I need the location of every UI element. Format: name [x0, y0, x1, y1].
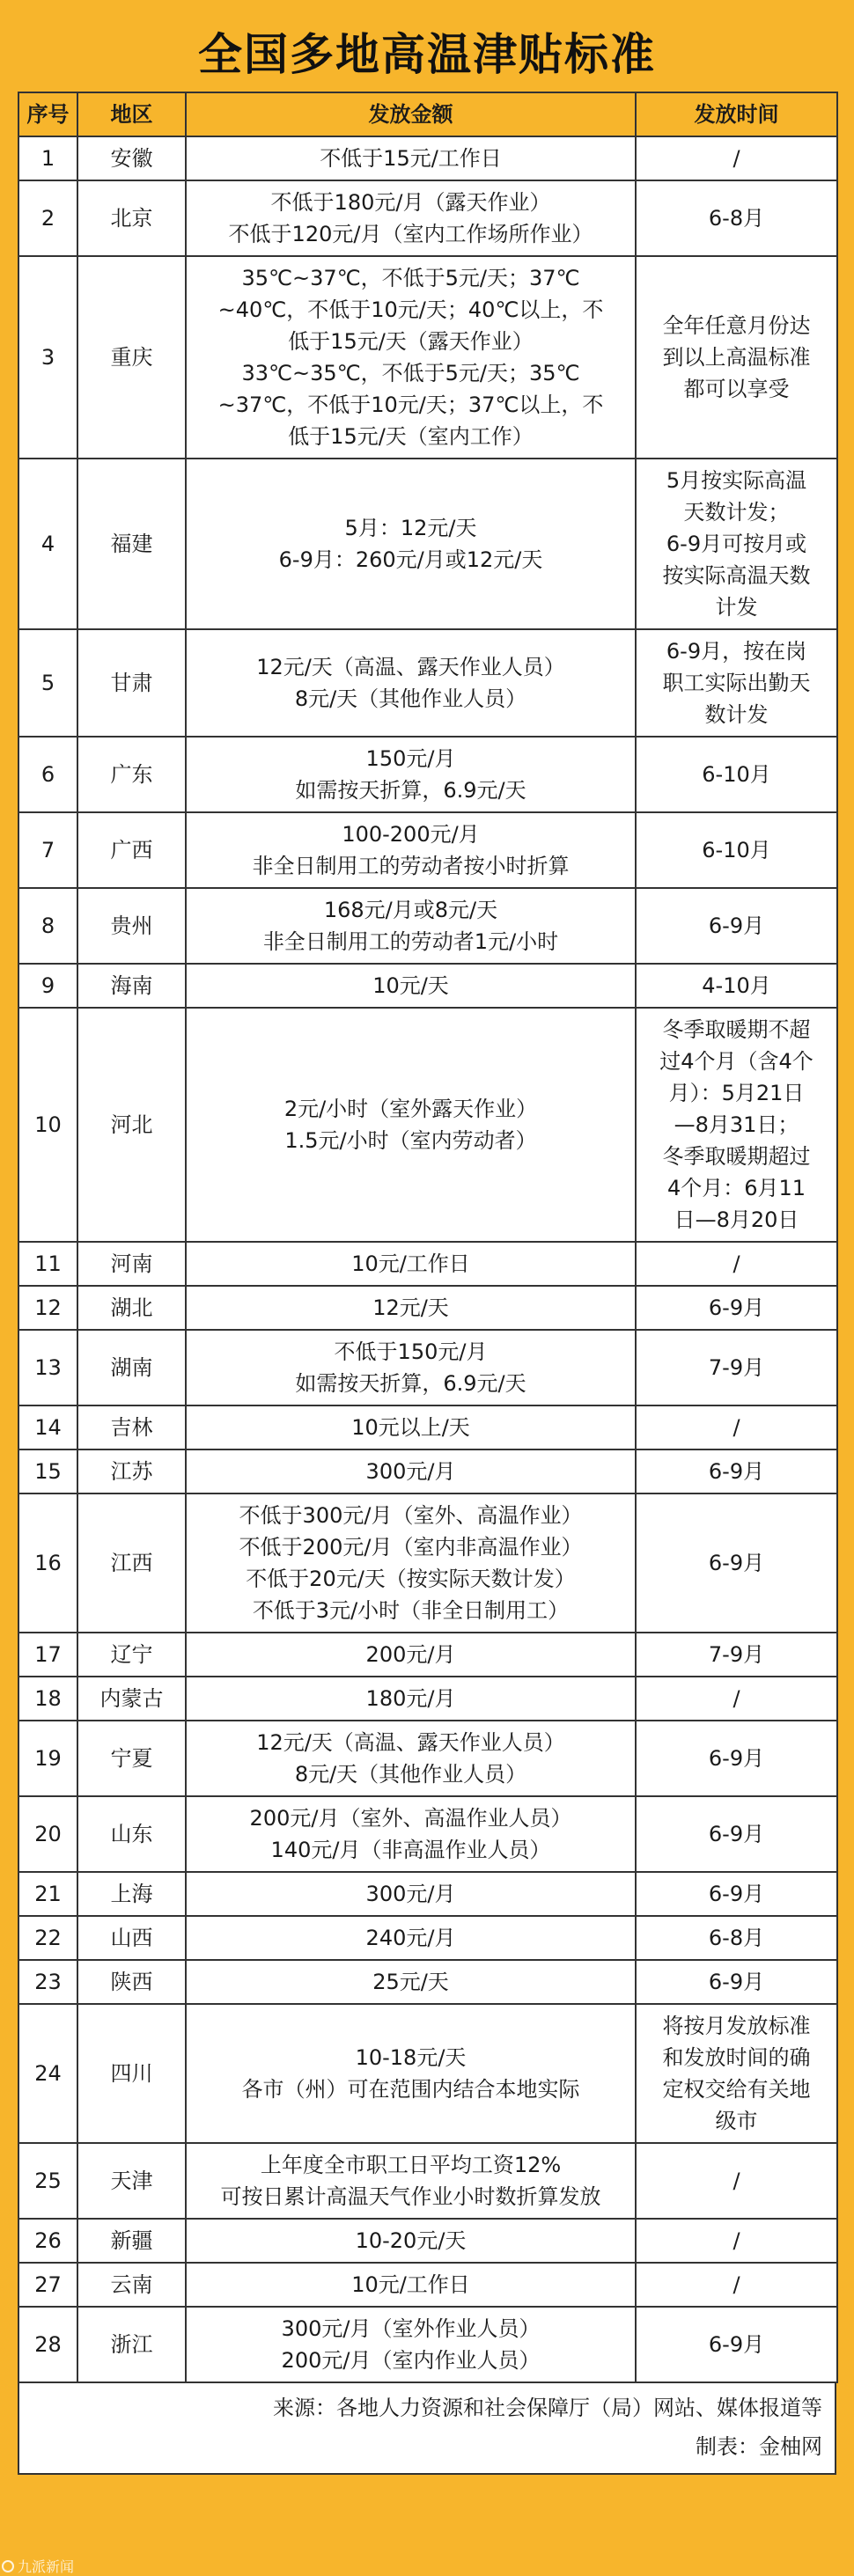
table-row: [18, 1242, 837, 1286]
cell-period: /: [636, 2219, 837, 2263]
cell-index: 2: [18, 180, 77, 256]
cell-region: 湖北: [77, 1286, 186, 1330]
cell-index: 16: [18, 1493, 77, 1633]
table-row: [18, 2307, 837, 2382]
cell-region: 山西: [77, 1916, 186, 1960]
cell-region: 北京: [77, 180, 186, 256]
cell-amount: 10元以上/天: [186, 1405, 636, 1449]
cell-period: 6-8月: [636, 180, 837, 256]
cell-period: 6-9月: [636, 1872, 837, 1916]
cell-region: 辽宁: [77, 1633, 186, 1677]
table-row: [18, 1008, 837, 1242]
cell-region: 山东: [77, 1796, 186, 1872]
cell-amount: 35℃~37℃，不低于5元/天；37℃ ~40℃，不低于10元/天；40℃以上，不 低于15元/天（露天作业） 33℃~35℃，不低于5元/天；35℃ ~37℃，不低于10元/天；37℃以上，不 低于15元/天（室内工作）: [186, 256, 636, 459]
cell-index: 6: [18, 737, 77, 812]
cell-amount: 不低于150元/月 如需按天折算，6.9元/天: [186, 1330, 636, 1405]
cell-amount: 200元/月: [186, 1633, 636, 1677]
cell-period: 6-10月: [636, 737, 837, 812]
cell-index: 26: [18, 2219, 77, 2263]
cell-amount: 不低于15元/工作日: [186, 136, 636, 180]
cell-period: 6-9月: [636, 1449, 837, 1493]
table-row: [18, 256, 837, 459]
cell-region: 天津: [77, 2143, 186, 2219]
cell-amount: 不低于180元/月（露天作业） 不低于120元/月（室内工作场所作业）: [186, 180, 636, 256]
cell-amount: 12元/天（高温、露天作业人员） 8元/天（其他作业人员）: [186, 1721, 636, 1796]
cell-period: 6-9月: [636, 1493, 837, 1633]
maker-note: 制表：金柚网: [696, 2434, 822, 2459]
table-header-row: [18, 92, 837, 136]
cell-period: 6-10月: [636, 812, 837, 888]
table-row: [18, 180, 837, 256]
watermark-text: 九派新闻: [18, 2558, 75, 2575]
cell-region: 安徽: [77, 136, 186, 180]
cell-amount: 200元/月（室外、高温作业人员） 140元/月（非高温作业人员）: [186, 1796, 636, 1872]
header-index: 序号: [18, 92, 77, 136]
table-row: [18, 459, 837, 629]
cell-period: /: [636, 2143, 837, 2219]
cell-amount: 300元/月: [186, 1449, 636, 1493]
cell-index: 24: [18, 2004, 77, 2143]
cell-region: 浙江: [77, 2307, 186, 2382]
table-row: [18, 2143, 837, 2219]
cell-amount: 300元/月（室外作业人员） 200元/月（室内作业人员）: [186, 2307, 636, 2382]
cell-period: 6-9月: [636, 1960, 837, 2004]
table-row: [18, 1286, 837, 1330]
cell-index: 10: [18, 1008, 77, 1242]
cell-period: /: [636, 1677, 837, 1721]
cell-period: 6-9月: [636, 1286, 837, 1330]
cell-period: /: [636, 1242, 837, 1286]
header-period: 发放时间: [636, 92, 837, 136]
cell-amount: 上年度全市职工日平均工资12% 可按日累计高温天气作业小时数折算发放: [186, 2143, 636, 2219]
table-row: [18, 2263, 837, 2307]
table-row: [18, 964, 837, 1008]
table-footer: [18, 2383, 836, 2475]
header-amount: 发放金额: [186, 92, 636, 136]
table-row: [18, 737, 837, 812]
cell-region: 四川: [77, 2004, 186, 2143]
cell-amount: 168元/月或8元/天 非全日制用工的劳动者1元/小时: [186, 888, 636, 964]
table-row: [18, 1796, 837, 1872]
cell-region: 吉林: [77, 1405, 186, 1449]
cell-index: 23: [18, 1960, 77, 2004]
cell-index: 27: [18, 2263, 77, 2307]
cell-index: 13: [18, 1330, 77, 1405]
cell-amount: 10元/工作日: [186, 1242, 636, 1286]
table-row: [18, 1493, 837, 1633]
watermark-logo-icon: [2, 2560, 14, 2572]
cell-amount: 10元/工作日: [186, 2263, 636, 2307]
table-row: [18, 1916, 837, 1960]
cell-index: 4: [18, 459, 77, 629]
cell-index: 5: [18, 629, 77, 737]
table-row: [18, 2219, 837, 2263]
cell-period: /: [636, 1405, 837, 1449]
cell-period: /: [636, 2263, 837, 2307]
table-row: [18, 1960, 837, 2004]
cell-index: 11: [18, 1242, 77, 1286]
watermark: [2, 2556, 74, 2576]
cell-amount: 12元/天: [186, 1286, 636, 1330]
cell-amount: 2元/小时（室外露天作业） 1.5元/小时（室内劳动者）: [186, 1008, 636, 1242]
cell-region: 湖南: [77, 1330, 186, 1405]
cell-region: 内蒙古: [77, 1677, 186, 1721]
cell-index: 9: [18, 964, 77, 1008]
cell-region: 广西: [77, 812, 186, 888]
cell-region: 江苏: [77, 1449, 186, 1493]
cell-index: 28: [18, 2307, 77, 2382]
cell-region: 贵州: [77, 888, 186, 964]
cell-amount: 10-18元/天 各市（州）可在范围内结合本地实际: [186, 2004, 636, 2143]
cell-period: 7-9月: [636, 1330, 837, 1405]
cell-period: 冬季取暖期不超 过4个月（含4个 月）：5月21日 —8月31日； 冬季取暖期超过 4个月：6月11 日—8月20日: [636, 1008, 837, 1242]
cell-region: 甘肃: [77, 629, 186, 737]
cell-index: 19: [18, 1721, 77, 1796]
cell-index: 22: [18, 1916, 77, 1960]
cell-amount: 12元/天（高温、露天作业人员） 8元/天（其他作业人员）: [186, 629, 636, 737]
cell-index: 15: [18, 1449, 77, 1493]
cell-period: 7-9月: [636, 1633, 837, 1677]
cell-period: 6-9月: [636, 1721, 837, 1796]
cell-amount: 150元/月 如需按天折算，6.9元/天: [186, 737, 636, 812]
table-row: [18, 812, 837, 888]
table-row: [18, 1872, 837, 1916]
cell-region: 新疆: [77, 2219, 186, 2263]
cell-index: 25: [18, 2143, 77, 2219]
cell-region: 宁夏: [77, 1721, 186, 1796]
header-region: 地区: [77, 92, 186, 136]
table-row: [18, 629, 837, 737]
allowance-table: [18, 92, 838, 2383]
cell-amount: 10-20元/天: [186, 2219, 636, 2263]
cell-period: 将按月发放标准 和发放时间的确 定权交给有关地 级市: [636, 2004, 837, 2143]
cell-region: 河南: [77, 1242, 186, 1286]
cell-region: 福建: [77, 459, 186, 629]
cell-period: 6-9月: [636, 888, 837, 964]
cell-region: 江西: [77, 1493, 186, 1633]
cell-period: 全年任意月份达 到以上高温标准 都可以享受: [636, 256, 837, 459]
cell-region: 重庆: [77, 256, 186, 459]
table-row: [18, 888, 837, 964]
cell-index: 7: [18, 812, 77, 888]
cell-amount: 180元/月: [186, 1677, 636, 1721]
table-row: [18, 1633, 837, 1677]
cell-amount: 25元/天: [186, 1960, 636, 2004]
cell-amount: 不低于300元/月（室外、高温作业） 不低于200元/月（室内非高温作业） 不低于20元/天（按实际天数计发） 不低于3元/小时（非全日制用工）: [186, 1493, 636, 1633]
cell-index: 18: [18, 1677, 77, 1721]
cell-region: 陕西: [77, 1960, 186, 2004]
table-row: [18, 1677, 837, 1721]
cell-amount: 240元/月: [186, 1916, 636, 1960]
cell-period: /: [636, 136, 837, 180]
cell-period: 6-9月: [636, 2307, 837, 2382]
cell-period: 5月按实际高温 天数计发； 6-9月可按月或 按实际高温天数 计发: [636, 459, 837, 629]
cell-region: 上海: [77, 1872, 186, 1916]
cell-region: 河北: [77, 1008, 186, 1242]
cell-period: 6-9月，按在岗 职工实际出勤天 数计发: [636, 629, 837, 737]
page-title: 全国多地高温津贴标准: [198, 29, 656, 80]
table-row: [18, 136, 837, 180]
cell-amount: 5月：12元/天 6-9月：260元/月或12元/天: [186, 459, 636, 629]
cell-region: 云南: [77, 2263, 186, 2307]
cell-amount: 100-200元/月 非全日制用工的劳动者按小时折算: [186, 812, 636, 888]
cell-amount: 300元/月: [186, 1872, 636, 1916]
table-row: [18, 1405, 837, 1449]
table-body: [18, 136, 837, 2382]
cell-index: 12: [18, 1286, 77, 1330]
cell-region: 广东: [77, 737, 186, 812]
cell-amount: 10元/天: [186, 964, 636, 1008]
table-row: [18, 1721, 837, 1796]
cell-region: 海南: [77, 964, 186, 1008]
cell-period: 6-8月: [636, 1916, 837, 1960]
table-row: [18, 1330, 837, 1405]
source-note: 来源：各地人力资源和社会保障厅（局）网站、媒体报道等: [273, 2396, 822, 2420]
table-row: [18, 2004, 837, 2143]
cell-index: 21: [18, 1872, 77, 1916]
cell-index: 20: [18, 1796, 77, 1872]
cell-period: 4-10月: [636, 964, 837, 1008]
cell-index: 1: [18, 136, 77, 180]
cell-index: 3: [18, 256, 77, 459]
cell-index: 17: [18, 1633, 77, 1677]
cell-index: 8: [18, 888, 77, 964]
table-row: [18, 1449, 837, 1493]
cell-period: 6-9月: [636, 1796, 837, 1872]
cell-index: 14: [18, 1405, 77, 1449]
